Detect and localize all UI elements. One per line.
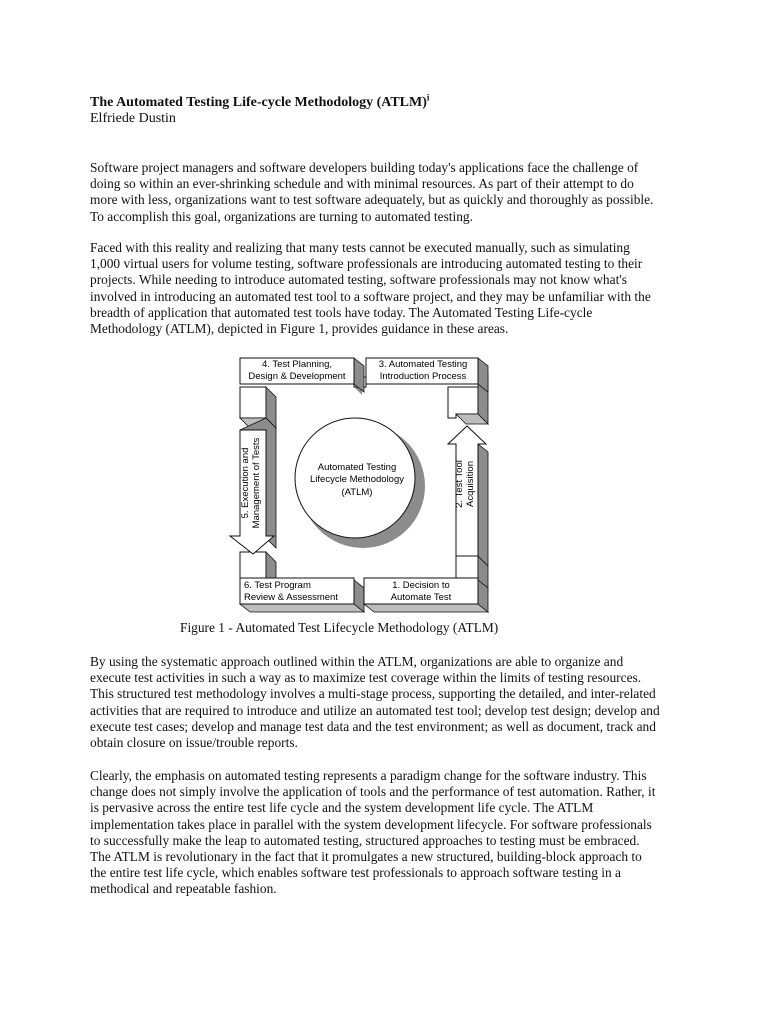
paragraph-line: change does not simply involve the application of tools and the performance of test automation. Rather, it [90,784,656,800]
paragraph-line: execute test activities in such a way as to maximize test coverage within the limits of testing resources. [90,670,642,686]
stage-1-label-line1: 1. Decision to [392,580,450,591]
stage-box-1 [364,578,488,612]
stage-6-label-line1: 6. Test Program [244,580,311,591]
paragraph-line: activities that are required to introduce and utilize an automated test tool; develop test design; develop and [90,702,660,718]
paragraph-line: obtain closure on issue/trouble reports. [90,735,298,751]
paragraph-line: Clearly, the emphasis on automated testing represents a paradigm change for the software industry. This [90,768,647,783]
paragraph-line: methodical and repeatable fashion. [90,881,277,897]
paragraph-line: This structured test methodology involves a multi-stage process, supporting the detailed, and inter-related [90,686,656,702]
paragraph-line: Faced with this reality and realizing that many tests cannot be executed manually, such as simulating [90,240,630,255]
paragraph-line: more with less, organizations want to test software adequately, but as quickly and thoroughly as possible. [90,192,654,208]
title-footnote-marker: i [426,92,430,103]
paragraph-paradigm [90,768,680,898]
atlm-diagram [224,352,494,617]
paragraph-line: to successfully make the leap to automated testing, structured approaches to testing must be embraced. [90,832,640,848]
stage-3-label-line1: 3. Automated Testing [378,359,468,370]
paragraph-line: implementation takes place in parallel with the system development lifecycle. For software professionals [90,816,652,832]
title-text: The Automated Testing Life-cycle Methodology (ATLM) [90,95,427,110]
paragraph-line: is pervasive across the entire test life cycle and the system development life cycle. The ATLM [90,800,594,816]
paragraph-line: Methodology (ATLM), depicted in Figure 1, provides guidance in these areas. [90,321,509,337]
paragraph-systematic [90,654,680,751]
paragraph-line: By using the systematic approach outlined within the ATLM, organizations are able to organize and [90,654,624,669]
paragraph-line: The ATLM is revolutionary in the fact that it promulgates a new structured, building-block approach to [90,849,642,865]
stage-4-label-line2: Design & Development [248,371,346,382]
stage-5-label-line2: Management of Tests [251,437,262,529]
paragraph-line: To accomplish this goal, organizations are turning to automated testing. [90,208,473,224]
document-title [90,94,429,111]
paragraph-line: 1,000 virtual users for volume testing, software professionals are introducing automated testing to their [90,256,643,272]
center-label-line3: (ATLM) [341,487,373,498]
figure-caption: Figure 1 - Automated Test Lifecycle Methodology (ATLM) [180,620,499,635]
center-label-line2: Lifecycle Methodology [310,474,404,485]
stage-4-label-line1: 4. Test Planning, [261,359,333,370]
atlm-figure [224,352,494,617]
paragraph-line: the entire test life cycle, which enables software test professionals to approach software testing in a [90,865,621,881]
stage-2-label [454,460,476,508]
stage-2-label-line1: 2. Test Tool [454,460,465,508]
corner-bottom-left [240,552,276,580]
atlm-center-circle [295,418,425,548]
paragraph-intro [90,160,680,225]
stage-5-label [240,437,262,528]
paragraph-line: doing so within an ever-shrinking schedule and with minimal resources. As part of their attempt to do [90,176,634,192]
paragraph-line: involved in introducing an automated test tool to a software project, and they may be unfamiliar with the [90,288,651,304]
center-label-line1: Automated Testing [317,462,397,473]
paragraph-line: breadth of application that automated test tools have today. The Automated Testing Life-cycle [90,304,593,320]
document-author: Elfriede Dustin [90,111,176,126]
stage-1-label-line2: Automate Test [390,592,452,603]
paragraph-line: Software project managers and software developers building today's applications face the challenge of [90,160,639,175]
stage-3-label-line2: Introduction Process [379,371,467,382]
paragraph-line: execute test cases; develop and manage test data and the test environment; as well as document, track and [90,718,656,734]
stage-6-label-line2: Review & Assessment [244,592,338,603]
stage-5-label-line1: 5. Execution and [240,447,251,519]
paragraph-line: projects. While needing to introduce automated testing, software professionals may not know what's [90,272,627,288]
paragraph-reality [90,240,680,337]
stage-box-6 [240,578,364,612]
stage-2-label-line2: Acquisition [465,461,476,507]
